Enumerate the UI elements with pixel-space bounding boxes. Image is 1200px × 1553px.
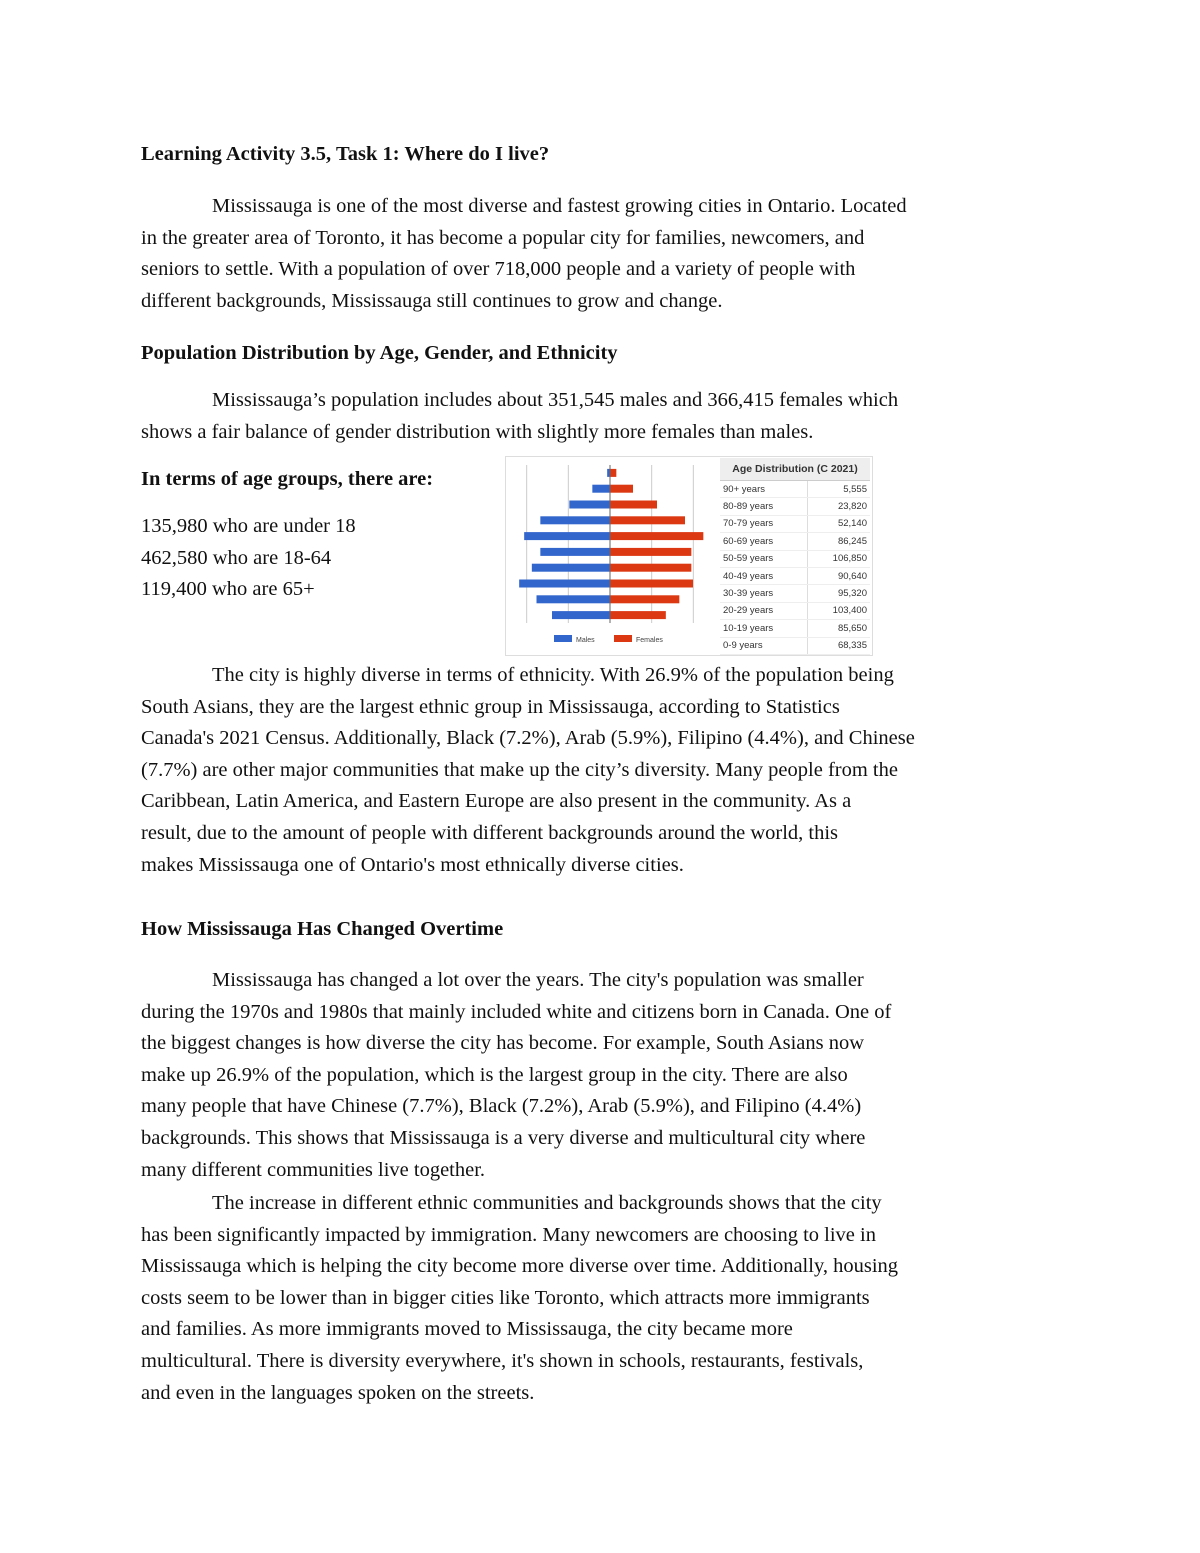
age-value: 23,820	[807, 498, 870, 515]
text-line: 135,980 who are under 18	[141, 515, 356, 537]
text-line: many people that have Chinese (7.7%), Black (7.2%), Arab (5.9%), and Filipino (4.4%)	[141, 1095, 862, 1118]
age-label: 90+ years	[720, 481, 807, 498]
age-label: 80-89 years	[720, 498, 807, 515]
text-line: South Asians, they are the largest ethnic group in Mississauga, according to Statistics	[141, 695, 840, 718]
age-value: 52,140	[807, 515, 870, 532]
text-line: result, due to the amount of people with different backgrounds around the world, this	[141, 821, 839, 844]
male-bar	[552, 611, 610, 619]
age-label: 50-59 years	[720, 550, 807, 567]
table-row	[720, 550, 870, 567]
age-value: 68,335	[807, 637, 870, 654]
text-line: the biggest changes is how diverse the city has become. For example, South Asians now	[141, 1032, 865, 1055]
text-line: The increase in different ethnic communities and backgrounds shows that the city	[212, 1192, 882, 1214]
legend-swatch	[614, 635, 632, 642]
age-label: 20-29 years	[720, 602, 807, 619]
legend-label: Males	[576, 637, 595, 644]
table-row	[720, 515, 870, 532]
table-title: Age Distribution (C 2021)	[720, 458, 870, 481]
ethnicity-paragraph	[141, 660, 915, 881]
text-line: 462,580 who are 18-64	[141, 546, 332, 569]
text-line: Mississauga which is helping the city become more diverse over time. Additionally, housing	[141, 1255, 899, 1278]
male-bar	[540, 516, 610, 524]
text-line: seniors to settle. With a population of over 718,000 people and a variety of people with	[141, 258, 856, 281]
heading-population: Population Distribution by Age, Gender, and Ethnicity	[141, 342, 618, 364]
age-value: 86,245	[807, 533, 870, 550]
text-line: multicultural. There is diversity everywhere, it's shown in schools, restaurants, festivals,	[141, 1349, 864, 1372]
text-line: Mississauga’s population includes about 351,545 males and 366,415 females which	[212, 389, 899, 411]
change-paragraph-2	[141, 1188, 898, 1409]
age-value: 85,650	[807, 620, 870, 637]
age-label: 70-79 years	[720, 515, 807, 532]
age-value: 90,640	[807, 567, 870, 584]
table-row	[720, 602, 870, 619]
female-bar	[610, 564, 691, 572]
table-row	[720, 533, 870, 550]
table-row	[720, 498, 870, 515]
text-line: 119,400 who are 65+	[141, 578, 315, 601]
female-bar	[610, 595, 679, 603]
female-bar	[610, 501, 657, 509]
male-bar	[592, 485, 610, 493]
male-bar	[524, 532, 610, 540]
age-value: 5,555	[807, 481, 870, 498]
age-label: 0-9 years	[720, 637, 807, 654]
text-line: Mississauga is one of the most diverse and fastest growing cities in Ontario. Located	[212, 195, 907, 217]
population-pyramid-chart	[506, 457, 719, 655]
text-line: The city is highly diverse in terms of ethnicity. With 26.9% of the population being	[212, 664, 894, 686]
age-heading: In terms of age groups, there are:	[141, 468, 434, 490]
male-bar	[519, 580, 610, 588]
text-line: Caribbean, Latin America, and Eastern Europe are also present in the community. As a	[141, 790, 852, 813]
gender-paragraph	[141, 385, 898, 448]
text-line: and families. As more immigrants moved to Mississauga, the city became more	[141, 1318, 793, 1341]
age-value: 95,320	[807, 585, 870, 602]
text-line: many different communities live together.	[141, 1158, 486, 1181]
age-label: 30-39 years	[720, 585, 807, 602]
female-bar	[610, 516, 685, 524]
heading-change: How Mississauga Has Changed Overtime	[141, 918, 504, 940]
male-bar	[569, 501, 610, 509]
text-line: costs seem to be lower than in bigger cities like Toronto, which attracts more immigrants	[141, 1286, 870, 1309]
female-bar	[610, 532, 703, 540]
female-bar	[610, 469, 616, 477]
text-line: shows a fair balance of gender distribution with slightly more females than males.	[141, 420, 814, 443]
table-row	[720, 585, 870, 602]
text-line: make up 26.9% of the population, which is the largest group in the city. There are also	[141, 1063, 848, 1086]
age-distribution-table	[720, 458, 870, 655]
male-bar	[537, 595, 611, 603]
age-label: 10-19 years	[720, 620, 807, 637]
age-distribution-figure	[505, 456, 873, 656]
legend-label: Females	[636, 637, 663, 644]
female-bar	[610, 611, 666, 619]
document-title: Learning Activity 3.5, Task 1: Where do I live?	[141, 143, 550, 165]
intro-paragraph	[141, 191, 907, 317]
age-value: 106,850	[807, 550, 870, 567]
change-paragraph-1	[141, 965, 891, 1186]
text-line: Canada's 2021 Census. Additionally, Black (7.2%), Arab (5.9%), Filipino (4.4%), and Chinese	[141, 727, 915, 750]
age-value: 103,400	[807, 602, 870, 619]
text-line: Mississauga has changed a lot over the years. The city's population was smaller	[212, 969, 864, 991]
text-line: (7.7%) are other major communities that make up the city’s diversity. Many people from the	[141, 758, 898, 781]
text-line: makes Mississauga one of Ontario's most ethnically diverse cities.	[141, 853, 684, 876]
text-line: during the 1970s and 1980s that mainly included white and citizens born in Canada. One of	[141, 1000, 892, 1023]
age-label: 40-49 years	[720, 567, 807, 584]
legend-swatch	[554, 635, 572, 642]
male-bar	[532, 564, 610, 572]
text-line: different backgrounds, Mississauga still continues to grow and change.	[141, 289, 723, 312]
table-row	[720, 620, 870, 637]
female-bar	[610, 580, 693, 588]
age-groups-list	[141, 511, 356, 606]
table-row	[720, 637, 870, 654]
table-row	[720, 567, 870, 584]
text-line: has been significantly impacted by immigration. Many newcomers are choosing to live in	[141, 1223, 876, 1246]
female-bar	[610, 548, 691, 556]
female-bar	[610, 485, 633, 493]
text-line: and even in the languages spoken on the streets.	[141, 1381, 535, 1404]
table-row	[720, 481, 870, 498]
age-label: 60-69 years	[720, 533, 807, 550]
text-line: in the greater area of Toronto, it has become a popular city for families, newcomers, and	[141, 226, 865, 249]
text-line: backgrounds. This shows that Mississauga is a very diverse and multicultural city where	[141, 1126, 866, 1149]
male-bar	[540, 548, 610, 556]
